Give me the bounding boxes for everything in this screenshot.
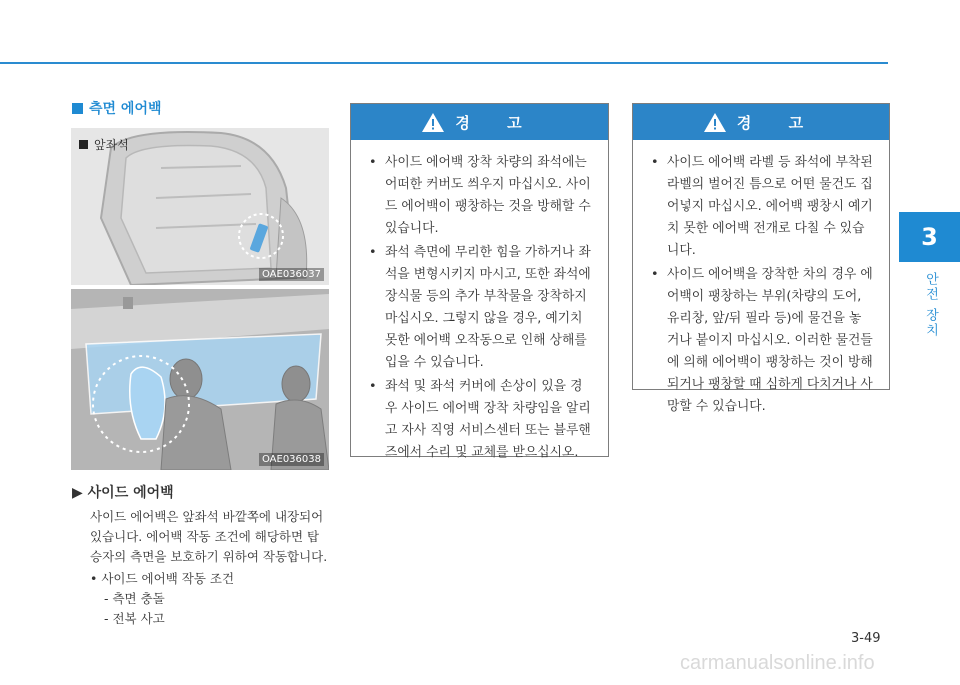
page-number: 3-49 bbox=[851, 631, 881, 646]
warning-triangle-icon bbox=[703, 112, 727, 133]
warning-title-1: 경 고 bbox=[455, 113, 538, 132]
chapter-number: 3 bbox=[921, 223, 938, 251]
warning-title-2: 경 고 bbox=[736, 113, 820, 132]
section-title bbox=[72, 98, 162, 118]
warning2-item: • 사이드 에어백 라벨 등 좌석에 부착된 라벨의 벌어진 틈으로 어떤 물건도 집어넣지 마십시오. 에어백 팽창시 예기치 못한 에어백 전개로 다칠 수 있습니다. bbox=[667, 152, 873, 262]
warning-header-1 bbox=[351, 104, 608, 140]
footer-watermark[interactable]: carmanualsonline.info bbox=[680, 652, 875, 674]
airbag-deployment-drawing bbox=[71, 289, 329, 470]
front-seat-illustration bbox=[71, 128, 329, 285]
condition-rollover: - 전복 사고 bbox=[104, 611, 165, 626]
warning-box-1 bbox=[350, 103, 609, 460]
side-airbag-title: ▶ 사이드 에어백 bbox=[72, 485, 174, 501]
airbag-image-code: OAE036038 bbox=[259, 453, 324, 466]
top-rule bbox=[0, 62, 888, 64]
chapter-tab[interactable] bbox=[899, 212, 960, 262]
condition-side-collision: - 측면 충돌 bbox=[104, 591, 165, 606]
warning-header-2 bbox=[633, 104, 889, 140]
square-bullet-icon bbox=[72, 103, 83, 114]
front-seat-image-code: OAE036037 bbox=[259, 268, 324, 281]
section-title-text: 측면 에어백 bbox=[89, 101, 162, 117]
warning-list-1 bbox=[351, 140, 608, 474]
airbag-deployment-illustration bbox=[71, 289, 329, 470]
warning-triangle-icon bbox=[421, 112, 445, 133]
warning2-item: • 사이드 에어백을 장착한 차의 경우 에어백이 팽창하는 부위(차량의 도어, 유리창, 앞/뒤 필라 등)에 물건을 놓거나 붙이지 마십시오. 이러한 물건들에 의해 에어백이 팽창하는 것이 방해되거나 팽창할 때 심하게 다치거나 사망할 수 있습니다. bbox=[667, 264, 873, 418]
warning1-item: • 사이드 에어백 장착 차량의 좌석에는 어떠한 커버도 씌우지 마십시오. 사이드 에어백이 팽창하는 것을 방해할 수 있습니다. bbox=[385, 152, 592, 240]
front-seat-label: 앞좌석 bbox=[94, 138, 129, 152]
activation-condition-bullet: • 사이드 에어백 작동 조건 bbox=[90, 571, 235, 586]
chapter-label: 안전 장치 bbox=[923, 272, 938, 339]
warning1-item: • 좌석 측면에 무리한 힘을 가하거나 좌석을 변형시키지 마시고, 또한 좌석에 장식물 등의 추가 부착물을 장착하지 마십시오. 그렇지 않을 경우, 예기치 못한 에어백 오작동으로 인해 상해를 입을 수 있습니다. bbox=[385, 242, 592, 374]
warning-box-2 bbox=[632, 103, 890, 414]
side-airbag-description: 사이드 에어백은 앞좌석 바깥쪽에 내장되어 있습니다. 에어백 작동 조건에 해당하면 탑승자의 측면을 보호하기 위하여 작동합니다. bbox=[90, 509, 328, 564]
warning-list-2 bbox=[633, 140, 889, 428]
square-bullet-icon bbox=[79, 140, 88, 149]
warning1-item: • 좌석 및 좌석 커버에 손상이 있을 경우 사이드 에어백 장착 차량임을 알리고 자사 직영 서비스센터 또는 블루핸즈에서 수리 및 교체를 받으십시오. bbox=[385, 376, 592, 464]
front-seat-tag bbox=[79, 136, 129, 153]
